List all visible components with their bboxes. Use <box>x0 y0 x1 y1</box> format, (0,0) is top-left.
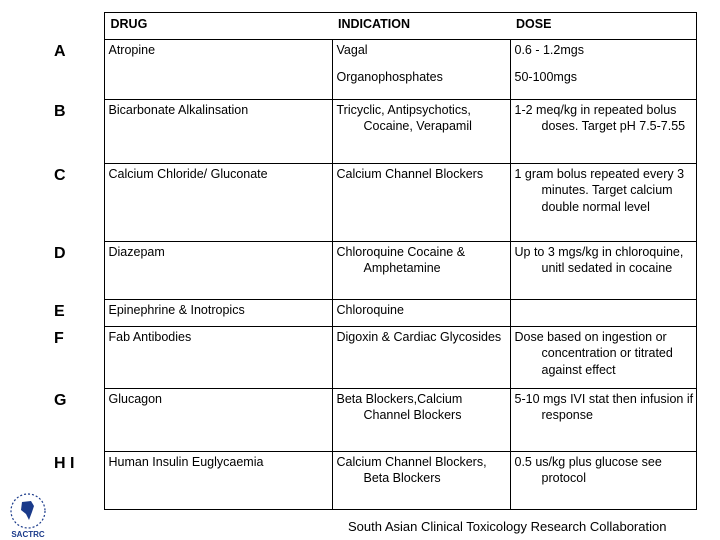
drug-cell: Diazepam <box>104 241 332 299</box>
dose-cell: 0.6 - 1.2mgs <box>510 39 696 67</box>
indication-cell: Organophosphates <box>332 67 510 99</box>
logo-text: SACTRC <box>11 530 45 539</box>
row-letter: G <box>54 392 67 409</box>
row-letter: F <box>54 330 64 347</box>
header-drug: DRUG <box>104 13 332 40</box>
drug-cell: Bicarbonate Alkalinsation <box>104 99 332 163</box>
drug-cell: Glucagon <box>104 388 332 451</box>
table-row <box>48 451 696 509</box>
indication-cell: Chloroquine <box>336 302 404 317</box>
india-map-icon <box>21 501 34 520</box>
header-indication: INDICATION <box>332 13 510 40</box>
indication-cell: Calcium Channel Blockers, Beta Blockers <box>336 454 487 485</box>
table-row <box>48 163 696 241</box>
row-letter: H I <box>54 455 75 472</box>
indication-cell: Tricyclic, Antipsychotics, Cocaine, Verapamil <box>336 102 472 133</box>
dose-cell: 5-10 mgs IVI stat then infusion if response <box>514 391 694 422</box>
header-row <box>48 13 696 40</box>
header-dose: DOSE <box>510 13 696 40</box>
header-letter <box>48 13 104 40</box>
indication-cell: Calcium Channel Blockers <box>336 166 484 181</box>
dose-cell: 0.5 us/kg plus glucose see protocol <box>514 454 662 485</box>
indication-cell: Vagal <box>332 39 510 67</box>
table-row <box>48 99 696 163</box>
drug-cell: Atropine <box>104 39 332 99</box>
dose-cell: Up to 3 mgs/kg in chloroquine, unitl sedated in cocaine <box>514 244 684 275</box>
dose-cell: 1-2 meq/kg in repeated bolus doses. Target pH 7.5-7.55 <box>514 102 686 133</box>
sactrc-logo <box>5 492 51 540</box>
antidote-table <box>48 12 697 510</box>
table-row <box>48 39 696 67</box>
footer-text: South Asian Clinical Toxicology Research Collaboration <box>348 519 667 534</box>
drug-cell: Epinephrine & Inotropics <box>104 299 332 326</box>
drug-cell: Human Insulin Euglycaemia <box>104 451 332 509</box>
table-row <box>48 388 696 451</box>
dose-cell: 1 gram bolus repeated every 3 minutes. Target calcium double normal level <box>514 166 685 214</box>
dose-cell: 50-100mgs <box>510 67 696 99</box>
indication-cell: Chloroquine Cocaine & Amphetamine <box>336 244 466 275</box>
row-letter: C <box>54 167 66 184</box>
indication-cell: Beta Blockers,Calcium Channel Blockers <box>336 391 463 422</box>
row-letter: B <box>54 103 66 120</box>
indication-cell: Digoxin & Cardiac Glycosides <box>336 329 502 344</box>
table-row <box>48 241 696 299</box>
dose-cell: Dose based on ingestion or concentration or titrated against effect <box>514 329 673 377</box>
table-row <box>48 299 696 326</box>
row-letter: E <box>54 303 65 320</box>
row-letter: D <box>54 245 66 262</box>
drug-cell: Calcium Chloride/ Gluconate <box>104 163 332 241</box>
table-row <box>48 326 696 388</box>
drug-cell: Fab Antibodies <box>104 326 332 388</box>
row-letter: A <box>54 43 66 60</box>
